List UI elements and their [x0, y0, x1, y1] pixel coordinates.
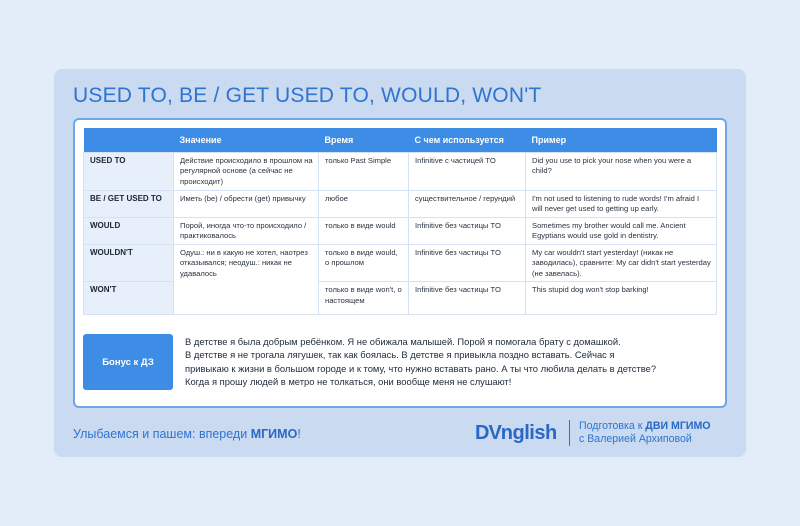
cell-example: I'm not used to listening to rude words! I'm afraid I will never get used to getting up early.	[526, 190, 717, 217]
row-term: BE / GET USED TO	[84, 190, 174, 217]
prep-caption	[579, 420, 711, 446]
cell-example: Did you use to pick your nose when you were a child?	[526, 152, 717, 190]
cell-meaning: Порой, иногда что-то происходило / практиковалось	[174, 217, 319, 244]
row-term: WOULDN'T	[84, 244, 174, 282]
bonus-text	[185, 335, 720, 389]
slogan-text: Улыбаемся и пашем: впереди	[73, 427, 251, 441]
cell-tense: только в виде won't, о настоящем	[319, 282, 409, 315]
cell-usage: Infinitive без частицы TO	[409, 282, 526, 315]
table-header-row	[84, 128, 717, 152]
bonus-homework-button[interactable]: Бонус к ДЗ	[83, 334, 173, 390]
slogan-suffix: !	[297, 427, 301, 441]
table-row	[84, 217, 717, 244]
footer-divider	[569, 420, 570, 446]
dvenglish-logo[interactable]	[475, 420, 557, 446]
table-row	[84, 244, 717, 282]
table-row	[84, 190, 717, 217]
cell-usage: Infinitive с частицей TO	[409, 152, 526, 190]
prep-line-2: с Валерией Архиповой	[579, 433, 692, 445]
bonus-line: Когда я прошу людей в метро не толкаться, они вообще меня не слушают!	[185, 376, 512, 388]
bonus-line: привыкаю к жизни в большом городе и к тому, что нужно вставать рано. А ты что любила делать в детстве?	[185, 362, 657, 374]
cell-meaning: Действие происходило в прошлом на регулярной основе (а сейчас не происходит)	[174, 152, 319, 190]
prep-line-1	[579, 420, 711, 433]
cell-tense: любое	[319, 190, 409, 217]
cell-usage: Infinitive без частицы TO	[409, 244, 526, 282]
prep-emphasis: ДВИ МГИМО	[645, 420, 711, 432]
column-header	[84, 128, 174, 152]
prep-prefix: Подготовка к	[579, 420, 646, 432]
cell-usage: Infinitive без частицы TO	[409, 217, 526, 244]
column-header-meaning: Значение	[174, 128, 319, 152]
cell-tense: только в виде would	[319, 217, 409, 244]
page-title: USED TO, BE / GET USED TO, WOULD, WON'T	[73, 84, 542, 107]
table-row	[84, 152, 717, 190]
column-header-example: Пример	[526, 128, 717, 152]
cell-tense: только Past Simple	[319, 152, 409, 190]
row-term: WON'T	[84, 282, 174, 315]
logo-text: nglish	[500, 421, 557, 444]
cell-example: My car wouldn't start yesterday! (никак не заводилась), сравните: My car didn't start yesterday (не завелась).	[526, 244, 717, 282]
cell-meaning: Одуш.: ни в какую не хотел, наотрез отказывался; неодуш.: никак не удавалось	[174, 244, 319, 315]
logo-mark: DV	[475, 421, 501, 444]
slogan-emphasis: МГИМО	[250, 427, 298, 441]
column-header-tense: Время	[319, 128, 409, 152]
grammar-table	[83, 128, 717, 315]
footer-slogan	[73, 427, 301, 441]
cell-meaning: Иметь (be) / обрести (get) привычку	[174, 190, 319, 217]
bonus-line: В детстве я была добрым ребёнком. Я не обижала малышей. Порой я помогала брату с домашкой.	[185, 336, 621, 347]
row-term: WOULD	[84, 217, 174, 244]
bonus-line: В детстве я не трогала лягушек, так как боялась. В детстве я привыкла поздно вставать. Сейчас я	[185, 349, 615, 361]
cell-usage: существительное / герундий	[409, 190, 526, 217]
column-header-usage: С чем используется	[409, 128, 526, 152]
cell-tense: только в виде would, о прошлом	[319, 244, 409, 282]
row-term: USED TO	[84, 152, 174, 190]
cell-example: Sometimes my brother would call me. Ancient Egyptians would use gold in dentistry.	[526, 217, 717, 244]
cell-example: This stupid dog won't stop barking!	[526, 282, 717, 315]
